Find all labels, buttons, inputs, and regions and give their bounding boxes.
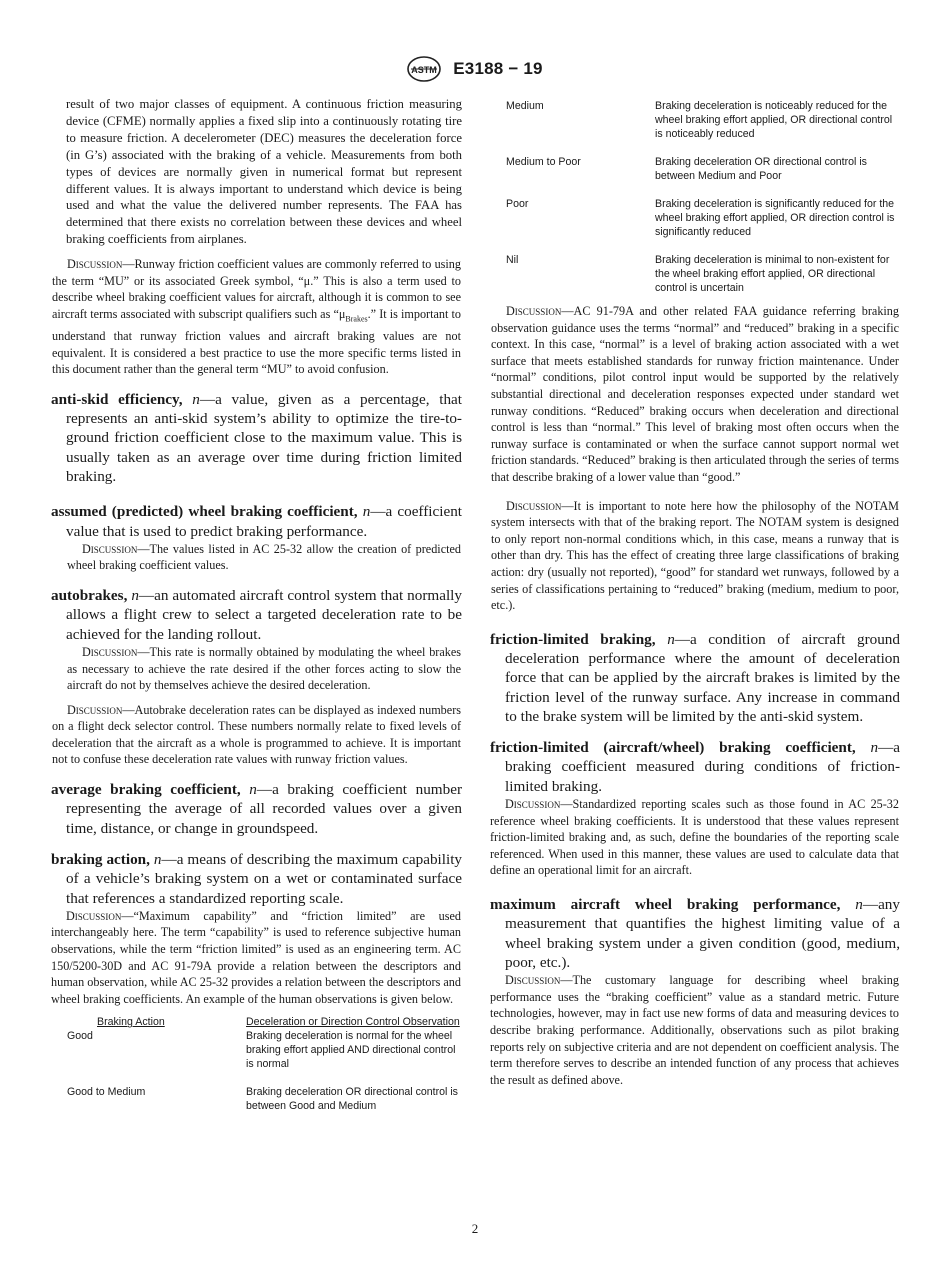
term-friction-limited-braking: friction-limited braking, n—a condition of aircraft ground deceleration performance where the amount of deceleration force that can be applied by the aircraft brakes is limited by the friction level of the runway surface. Any increase in command to the brake system will be limited by the anti-skid system. [490,630,900,725]
term-braking-action: braking action, n—a means of describing the maximum capability of a vehicle’s braking system on a wet or contaminated surface that references a standardized reporting scale. [51,850,463,907]
term-autobrakes: autobrakes, n—an automated aircraft control system that normally allows a flight crew to select a targeted deceleration rate to be achieved for the landing rollout. [51,587,463,643]
discussion-maximum: Discussion—The customary language for describing wheel braking performance uses the “braking coefficient” value as a standard metric. Future technologies, however, may in fact use new forms of data and measuring devices to describe braking performance. Additionally, observations such as pilot braking reports rely on subjective criteria and are not dependent on coefficient analysis. The term therefore serves to describe an intended function of any process that achieves the result as defined above. [490,973,899,1087]
discussion-friction-coefficient: Discussion—Standardized reporting scales such as those found in AC 25-32 reference wheel braking coefficients. It is understood that these values represent friction-limited braking and, as such, define the boundaries of the reporting scale referenced. When used in this manner, these values are used to calculate data that define an operational limit for an aircraft. [490,797,899,878]
term-friction-limited-braking-coefficient: friction-limited (aircraft/wheel) braking coefficient, n—a braking coefficient measured during conditions of friction-limited braking. [490,739,901,795]
discussion-notam: Discussion—It is important to note here how the philosophy of the NOTAM system intersects with that of the braking report. The NOTAM system is designed to only report non-normal conditions which, in this case, means a runway that is other than dry. This has the effect of creating three large classifications of braking action: dry (usually not reported), “good” for standard wet runways, followed by a series of classifications pertaining to “reduced” braking (medium, medium to poor, etc.). [491,498,899,613]
page-header [0,56,950,82]
term-anti-skid-efficiency: anti-skid efficiency, n—a value, given as a percentage, that represents an anti-skid system’s ability to optimize the tire-to-ground friction coefficient close to the maximum value. This is usually taken as an average over time during friction limited braking. [51,390,462,485]
astm-logo-icon [407,56,441,82]
continuation-paragraph: result of two major classes of equipment. A continuous friction measuring device (CFME) normally applies a fixed slip into a continuously rotating tire to measure friction. A decelerometer (DEC) measures the deceleration force (in G’s) associated with the braking of a vehicle. Measurements from both types of devices are normally given in numerical format but represent different values. It is always important to understand which device is being used and what the value the delivered number represents. The FAA has determined that there exists no correlation between these devices and wheel braking coefficients from airplanes. [66,97,462,247]
discussion-autobrakes-2: Discussion—Autobrake deceleration rates can be displayed as indexed numbers on a flight deck selector control. These numbers normally relate to fixed levels of deceleration that the aircraft as a whole is programmed to achieve. It is important not to confuse these deceleration rate values with runway friction values. [52,702,461,767]
right-column [490,99,900,1088]
table-row: Nil Braking deceleration is minimal to non-existent for the wheel braking effort applied, OR directional control is uncertain [506,254,890,294]
term-average-braking-coefficient: average braking coefficient, n—a braking coefficient number representing the average of all recorded values over a given time, distance, or change in groundspeed. [51,781,463,837]
table-row: Good Braking deceleration is normal for the wheel braking effort applied AND directional control is normal [67,1030,456,1071]
discussion-braking-action: Discussion—“Maximum capability” and “friction limited” are used interchangeably here. The term “capability” is used to reference subjective human observations, while the term “friction limited” is used as an engineering term. AC 150/5200-30D and AC 91-79A provide a relation between the descriptors and human observation, while AC 25-32 provides a relation between the descriptors and wheel braking coefficients. An example of the human observations is given below. [51,908,461,1006]
standard-designation: E3188 − 19 [453,59,543,78]
term-maximum-wheel-braking-performance: maximum aircraft wheel braking performance, n—any measurement that quantifies the highest limiting value of a wheel braking system under a given condition (good, medium, poor, etc.). [490,896,900,971]
table-header-braking-action: Braking Action [97,1016,165,1029]
discussion-assumed: Discussion—The values listed in AC 25-32 allow the creation of predicted wheel braking coefficient values. [67,541,461,573]
table-row: Good to Medium Braking deceleration OR directional control is between Good and Medium [67,1086,458,1113]
braking-action-table [67,1015,462,1113]
table-row: Medium to Poor Braking deceleration OR directional control is between Medium and Poor [506,156,867,182]
braking-action-table-continued [506,99,900,295]
page-number: 2 [471,1221,479,1236]
table-row: Medium Braking deceleration is noticeably reduced for the wheel braking effort applied, OR directional control is noticeably reduced [506,100,893,140]
table-header-observation: Deceleration or Direction Control Observation [246,1016,460,1029]
table-row: Poor Braking deceleration is significantly reduced for the wheel braking effort applied, OR direction control is significantly reduced [506,198,895,238]
discussion-ac-91-79a: Discussion—AC 91-79A and other related FAA guidance referring braking observation guidance uses the terms “normal” and “reduced” braking in a specific context. In this case, “normal” is a level of braking action associated with a wet surface that meets established standards for runway friction maintenance. Under “normal” conditions, pilot control input would be supported by the relatively substantial directional and deceleration responses expected under standard wet runway conditions. “Reduced” braking occurs when deceleration and directional control is less than “normal.” This level of braking most often occurs when the runway surface is contaminated or when the surface cannot support normal wet friction standards. “Reduced” braking is then articulated through the series of terms that describe braking of a lower value than “good.” [491,304,899,484]
discussion-autobrakes-1: Discussion—This rate is normally obtained by modulating the wheel brakes as necessary to achieve the rate desired if the other forces acting to slow the aircraft do not by themselves achieve the desired deceleration. [67,644,461,693]
svg-text:ASTM: ASTM [411,65,438,75]
term-assumed-wheel-braking-coefficient: assumed (predicted) wheel braking coefficient, n—a coefficient value that is used to predict braking performance. [51,503,463,540]
left-column [51,96,462,1113]
discussion-mu: Discussion—Runway friction coefficient values are commonly referred to using the term “MU” or its associated Greek symbol, “μ.” This is also a term used to describe wheel braking coefficient values for aircraft, although it is common to see aircraft terms associated with subscript qualifiers such as “$\mu_{Brakes}$.” It is important to understand that runway friction values and aircraft braking values are not equivalent. It is considered a best practice to use the more specific terms listed in this document rather than the general term “MU” to avoid confusion. [52,257,461,377]
